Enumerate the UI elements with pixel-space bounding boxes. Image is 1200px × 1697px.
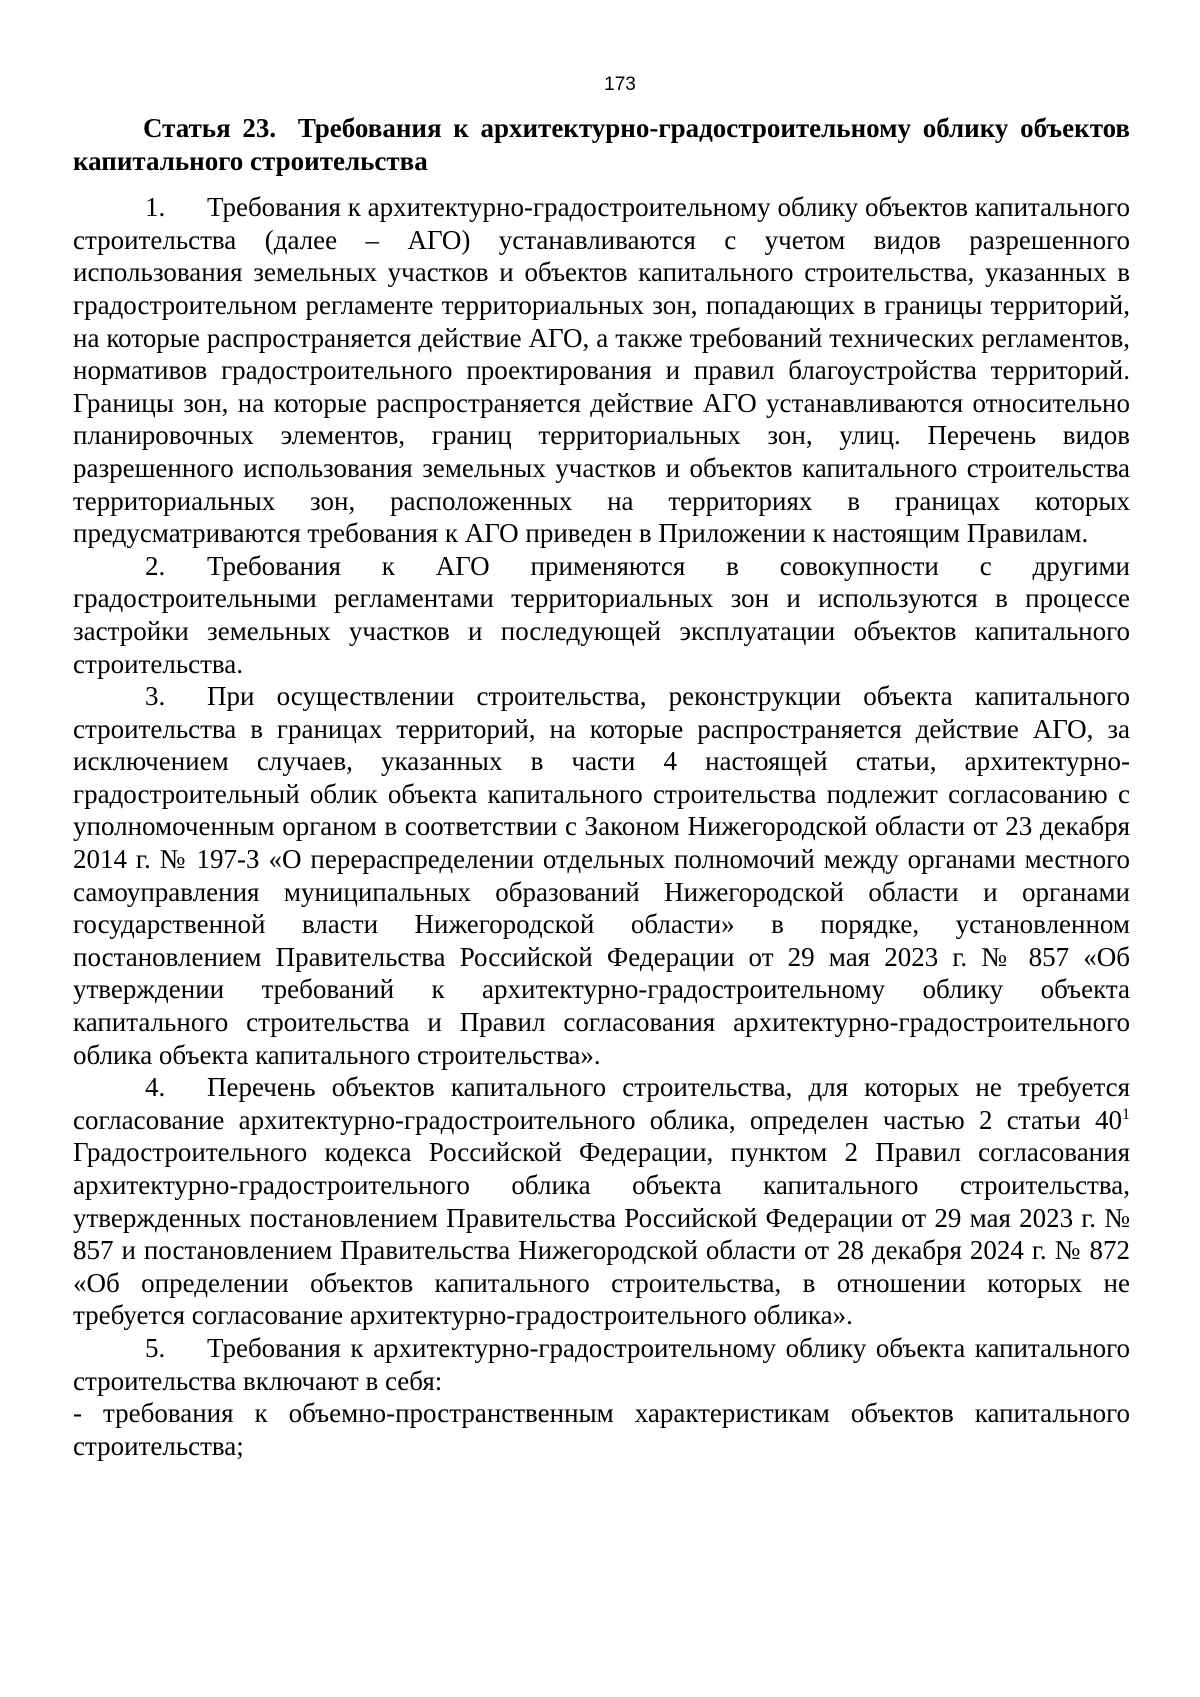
list-item: - требования к объемно-пространственным характеристикам объектов капитального строительства;: [73, 1398, 1130, 1461]
paragraph-text: Требования к АГО применяются в совокупности с другими градостроительными регламентами территориальных зон и используются в процессе застройки земельных участков и последующей эксплуатации объектов капитального строительства.: [73, 550, 1130, 679]
paragraph-number: 1.: [145, 192, 166, 223]
paragraph-3: [73, 680, 1130, 1071]
paragraph-2: [73, 550, 1130, 680]
paragraph-text: Требования к архитектурно-градостроительному облику объекта капитального строительства включают в себя:: [73, 1332, 1130, 1396]
page-number: 173: [604, 74, 636, 95]
paragraph-text: При осуществлении строительства, реконструкции объекта капитального строительства в границах территорий, на которые распространяется действие АГО, за исключением случаев, указанных в части 4 настоящей статьи, архитектурно-градостроительный облик объекта капитального строительства подлежит согласованию с уполномоченным органом в соответствии с Законом Нижегородской области от 23 декабря 2014 г. № 197-З «О перераспределении отдельных полномочий между органами местного самоуправления муниципальных образований Нижегородской области и органами государственной власти Нижегородской области» в порядке, установленном постановлением Правительства Российской Федерации от 29 мая 2023 г. № 857 «Об утверждении требований к архитектурно-градостроительному облику объекта капитального строительства и Правил согласования архитектурно-градостроительного облика объекта капитального строительства».: [73, 681, 1130, 1070]
paragraph-text-before: Перечень объектов капитального строительства, для которых не требуется согласование архитектурно-градостроительного облика, определен частью 2 статьи 40: [73, 1072, 1130, 1135]
paragraph-number: 4.: [145, 1072, 166, 1103]
paragraph-number: 5.: [145, 1332, 166, 1363]
article-superscript: 1: [1122, 1105, 1130, 1123]
paragraph-number: 3.: [145, 681, 166, 712]
article-title: Требования к архитектурно-градостроительному облику объектов капитального строительства: [73, 113, 1131, 176]
article-heading: [73, 112, 1130, 177]
paragraph-text-after: Градостроительного кодекса Российской Федерации, пунктом 2 Правил согласования архитектурно-градостроительного облика объекта капитального строительства, утвержденных постановлением Правительства Российской Федерации от 29 мая 2023 г. № 857 и постановлением Правительства Нижегородской области от 28 декабря 2024 г. № 872 «Об определении объектов капитального строительства, в отношении которых не требуется согласование архитектурно-градостроительного облика».: [73, 1137, 1130, 1331]
paragraph-1: [73, 191, 1130, 550]
article-number: Статья 23.: [143, 113, 277, 143]
paragraph-5: [73, 1332, 1130, 1397]
paragraph-text: Требования к архитектурно-градостроительному облику объектов капитального строительства (далее – АГО) устанавливаются с учетом видов разрешенного использования земельных участков и объектов капитального строительства, указанных в градостроительном регламенте территориальных зон, попадающих в границы территорий, на которые распространяется действие АГО, а также требований технических регламентов, нормативов градостроительного проектирования и правил благоустройства территорий. Границы зон, на которые распространяется действие АГО устанавливаются относительно планировочных элементов, границ территориальных зон, улиц. Перечень видов разрешенного использования земельных участков и объектов капитального строительства территориальных зон, расположенных на территориях в границах которых предусматриваются требования к АГО приведен в Приложении к настоящим Правилам.: [73, 192, 1130, 549]
paragraph-number: 2.: [145, 550, 166, 581]
paragraph-4: [73, 1071, 1130, 1332]
document-body: [73, 112, 1130, 1462]
